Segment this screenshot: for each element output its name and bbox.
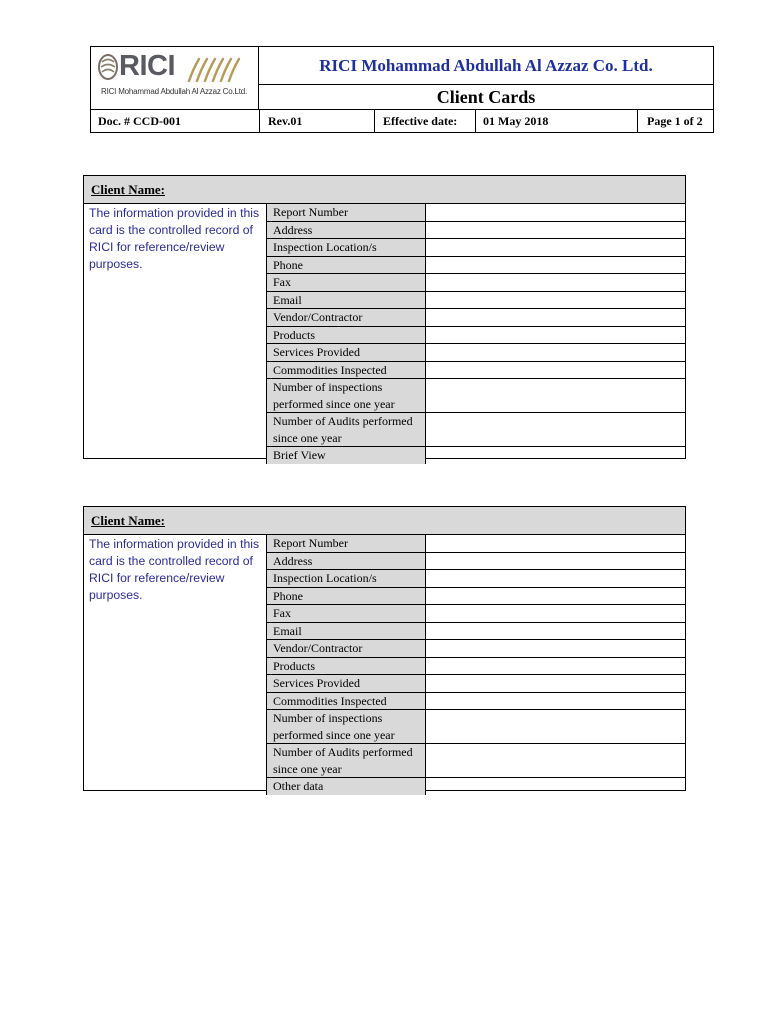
client-card-body <box>84 204 685 462</box>
field-value[interactable] <box>426 605 685 622</box>
logo-subtitle: RICI Mohammad Abdullah Al Azzaz Co.Ltd. <box>101 87 248 96</box>
client-card-body <box>84 535 685 793</box>
field-label: Commodities Inspected <box>267 693 426 710</box>
field-label: Fax <box>267 605 426 622</box>
field-value[interactable] <box>426 535 685 552</box>
client-card <box>83 175 686 462</box>
field-value[interactable] <box>426 447 685 464</box>
field-label: Number of Audits performed since one year <box>267 413 426 446</box>
field-row <box>267 362 685 380</box>
field-label: Services Provided <box>267 344 426 361</box>
field-value[interactable] <box>426 710 685 743</box>
client-fields-table <box>266 204 685 464</box>
field-label: Services Provided <box>267 675 426 692</box>
field-value[interactable] <box>426 553 685 570</box>
field-row <box>267 309 685 327</box>
field-row <box>267 710 685 744</box>
field-label: Vendor/Contractor <box>267 309 426 326</box>
field-value[interactable] <box>426 222 685 239</box>
revision: Rev.01 <box>268 113 303 128</box>
card-note: The information provided in this card is the controlled record of RICI for reference/review purposes. <box>89 206 260 271</box>
logo-wordmark: RICI <box>119 50 175 82</box>
document-title: Client Cards <box>436 86 536 107</box>
field-value[interactable] <box>426 413 685 446</box>
field-row <box>267 675 685 693</box>
field-value[interactable] <box>426 239 685 256</box>
field-value[interactable] <box>426 309 685 326</box>
field-value[interactable] <box>426 327 685 344</box>
field-label: Number of inspections performed since one year <box>267 379 426 412</box>
field-row <box>267 570 685 588</box>
effective-date-label: Effective date: <box>383 113 458 128</box>
field-row <box>267 535 685 553</box>
client-name-label: Client Name: <box>84 176 685 204</box>
field-value[interactable] <box>426 658 685 675</box>
logo-strokes-icon <box>183 55 245 83</box>
field-row <box>267 588 685 606</box>
field-row <box>267 447 685 464</box>
field-value[interactable] <box>426 344 685 361</box>
field-value[interactable] <box>426 623 685 640</box>
field-value[interactable] <box>426 570 685 587</box>
field-label: Report Number <box>267 204 426 221</box>
field-label: Vendor/Contractor <box>267 640 426 657</box>
company-logo <box>91 47 259 109</box>
field-label: Address <box>267 222 426 239</box>
card-note: The information provided in this card is the controlled record of RICI for reference/review purposes. <box>89 537 260 602</box>
field-row <box>267 204 685 222</box>
page-number: Page 1 of 2 <box>647 113 703 128</box>
field-label: Other data <box>267 778 426 795</box>
field-row <box>267 693 685 711</box>
logo-emblem-icon <box>97 53 119 81</box>
document-header <box>90 46 714 133</box>
field-value[interactable] <box>426 744 685 777</box>
field-label: Inspection Location/s <box>267 239 426 256</box>
field-row <box>267 640 685 658</box>
field-label: Number of Audits performed since one year <box>267 744 426 777</box>
field-row <box>267 222 685 240</box>
field-row <box>267 292 685 310</box>
field-label: Email <box>267 292 426 309</box>
field-row <box>267 744 685 778</box>
field-label: Report Number <box>267 535 426 552</box>
field-label: Phone <box>267 588 426 605</box>
company-name: RICI Mohammad Abdullah Al Azzaz Co. Ltd. <box>259 47 713 85</box>
field-row <box>267 605 685 623</box>
field-value[interactable] <box>426 204 685 221</box>
client-card <box>83 506 686 791</box>
client-fields-table <box>266 535 685 795</box>
field-row <box>267 623 685 641</box>
field-value[interactable] <box>426 588 685 605</box>
field-row <box>267 778 685 795</box>
field-row <box>267 658 685 676</box>
field-value[interactable] <box>426 675 685 692</box>
field-row <box>267 553 685 571</box>
field-label: Phone <box>267 257 426 274</box>
field-row <box>267 239 685 257</box>
doc-number <box>98 110 258 132</box>
field-value[interactable] <box>426 379 685 412</box>
field-value[interactable] <box>426 693 685 710</box>
field-row <box>267 274 685 292</box>
field-label: Fax <box>267 274 426 291</box>
field-value[interactable] <box>426 292 685 309</box>
field-row <box>267 257 685 275</box>
field-label: Address <box>267 553 426 570</box>
client-name-label: Client Name: <box>84 507 685 535</box>
field-label: Email <box>267 623 426 640</box>
field-row <box>267 344 685 362</box>
field-label: Products <box>267 658 426 675</box>
field-label: Brief View <box>267 447 426 464</box>
field-label: Inspection Location/s <box>267 570 426 587</box>
field-row <box>267 379 685 413</box>
field-label: Products <box>267 327 426 344</box>
field-label: Commodities Inspected <box>267 362 426 379</box>
field-value[interactable] <box>426 362 685 379</box>
field-row <box>267 327 685 345</box>
effective-date: 01 May 2018 <box>483 113 549 128</box>
doc-number-text: Doc. # CCD-001 <box>98 113 181 128</box>
field-value[interactable] <box>426 274 685 291</box>
field-value[interactable] <box>426 257 685 274</box>
field-value[interactable] <box>426 778 685 795</box>
field-value[interactable] <box>426 640 685 657</box>
field-label: Number of inspections performed since one year <box>267 710 426 743</box>
document-meta-row <box>91 109 713 132</box>
field-row <box>267 413 685 447</box>
